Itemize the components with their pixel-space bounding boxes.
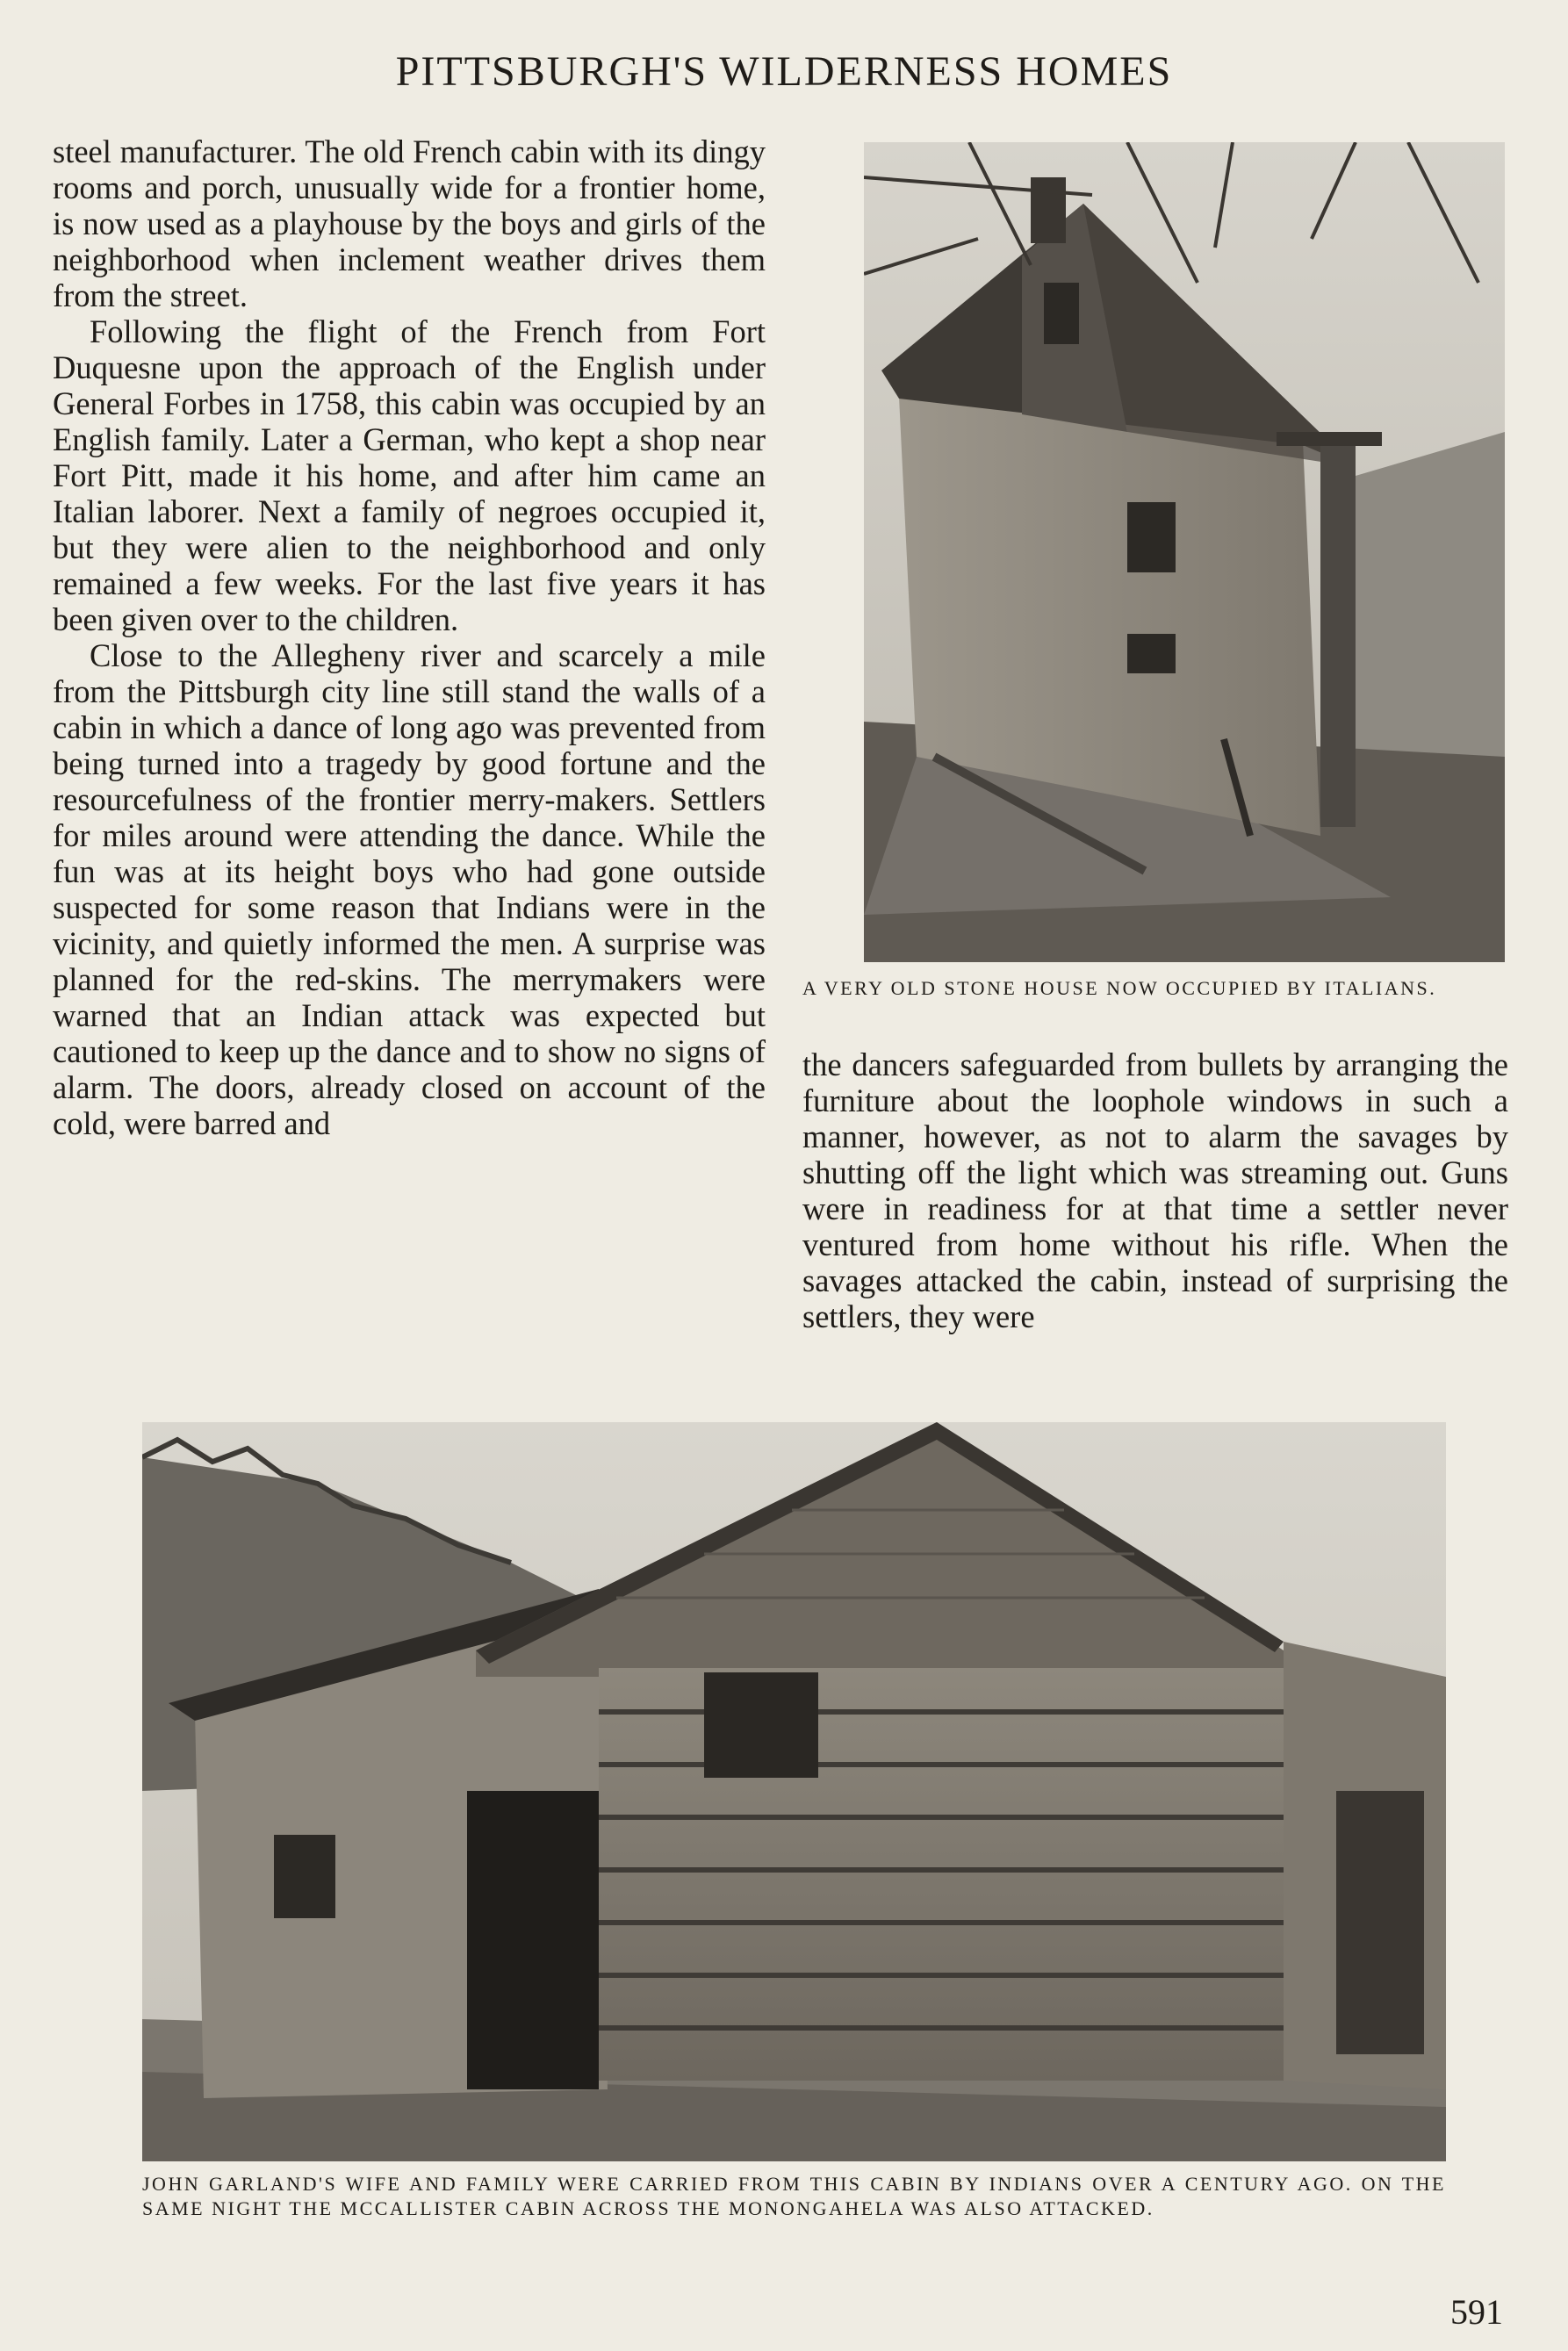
stone-house-photo bbox=[864, 142, 1505, 962]
page-number: 591 bbox=[1450, 2292, 1503, 2332]
log-cabin-photo bbox=[142, 1422, 1446, 2161]
paragraph: steel manufacturer. The old French cabin with its dingy rooms and porch, unusually wide for a frontier home, is now used as a playhouse by the boys and girls of the neighborhood when inclement weather drives them from the street. bbox=[53, 133, 766, 313]
running-head: PITTSBURGH'S WILDERNESS HOMES bbox=[395, 48, 1173, 95]
paragraph: Close to the Allegheny river and scarcely a mile from the Pittsburgh city line still stand the walls of a cabin in which a dance of long ago was prevented from being turned into a tragedy by good fortune and the resourcefulness of the frontier merry-makers. Settlers for miles around were attending the dance. While the fun was at its height boys who had gone outside suspected for some reason that Indians were in the vicinity, and quietly informed the men. A surprise was planned for the red-skins. The merrymakers were warned that an Indian attack was expected but cautioned to keep up the dance and to show no signs of alarm. The doors, already closed on account of the cold, were barred and bbox=[53, 637, 766, 1141]
paragraph: Following the flight of the French from Fort Duquesne upon the approach of the English under General Forbes in 1758, this cabin was occupied by an English family. Later a German, who kept a shop near Fort Pitt, made it his home, and after him came an Italian laborer. Next a family of negroes occupied it, but they were alien to the neighborhood and only remained a few weeks. For the last five years it has been given over to the children. bbox=[53, 313, 766, 637]
left-text-column bbox=[53, 133, 766, 1141]
right-text-column bbox=[802, 1046, 1508, 1334]
paragraph: the dancers safeguarded from bullets by arranging the furniture about the loophole windows in such a manner, however, as not to alarm the savages by shutting off the light which was streaming out. Guns were in readiness for at that time a settler never ventured from home without his rifle. When the savages attacked the cabin, instead of surprising the settlers, they were bbox=[802, 1046, 1508, 1334]
log-cabin-caption: JOHN GARLAND'S WIFE AND FAMILY WERE CARRIED FROM THIS CABIN BY INDIANS OVER A CENTURY AGO. ON THE SAME NIGHT THE MCCALLISTER CABIN ACROSS THE MONONGAHELA WAS ALSO ATTACKED. bbox=[142, 2173, 1446, 2219]
stone-house-caption: A VERY OLD STONE HOUSE NOW OCCUPIED BY ITALIANS. bbox=[802, 977, 1437, 999]
